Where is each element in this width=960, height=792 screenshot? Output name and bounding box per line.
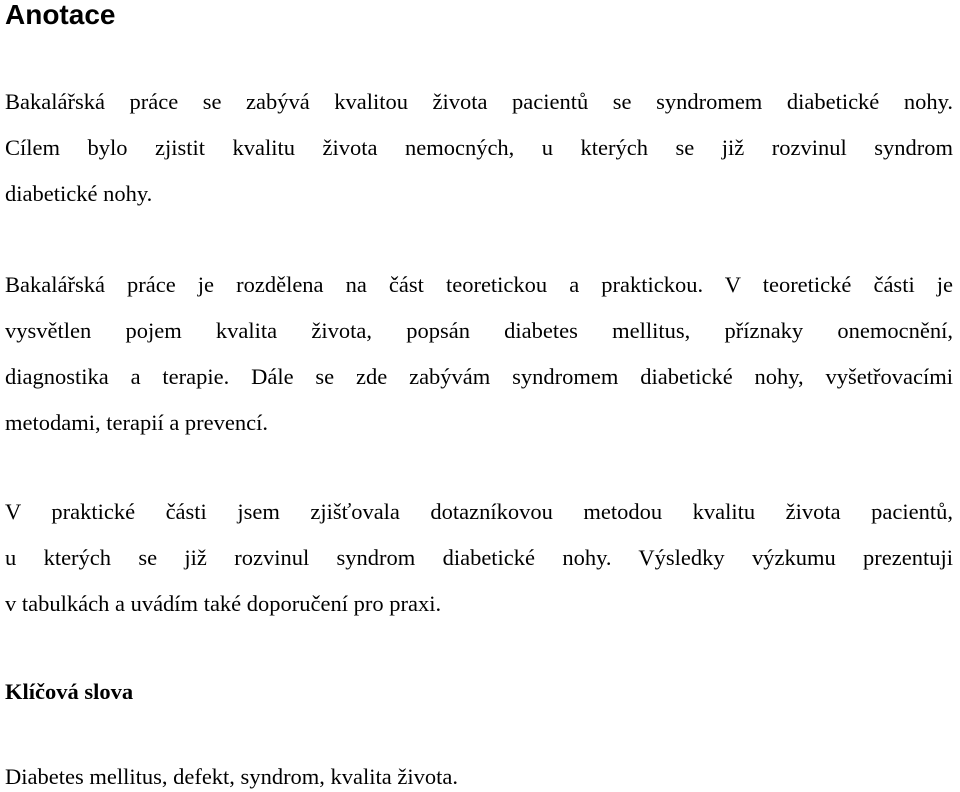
- paragraph-line: metodami, terapií a prevencí.: [5, 410, 269, 435]
- paragraph-line: v tabulkách a uvádím také doporučení pro praxi.: [5, 591, 442, 616]
- paragraph-practical: [5, 489, 953, 627]
- keywords-heading: Klíčová slova: [5, 679, 134, 704]
- paragraph-line: Bakalářská práce se zabývá kvalitou života pacientů se syndromem diabetické nohy.: [5, 89, 953, 114]
- page-title: Anotace: [5, 0, 116, 30]
- paragraph-intro: [5, 79, 953, 217]
- paragraph-line: diabetické nohy.: [5, 181, 153, 206]
- paragraph-line: Cílem bylo zjistit kvalitu života nemocných, u kterých se již rozvinul syndrom: [5, 135, 953, 160]
- paragraph-line: Bakalářská práce je rozdělena na část teoretickou a praktickou. V teoretické části je: [5, 272, 953, 297]
- paragraph-line: diagnostika a terapie. Dále se zde zabývám syndromem diabetické nohy, vyšetřovacími: [5, 364, 953, 389]
- paragraph-structure: [5, 262, 953, 446]
- paragraph-line: u kterých se již rozvinul syndrom diabetické nohy. Výsledky výzkumu prezentuji: [5, 545, 953, 570]
- paragraph-line: V praktické části jsem zjišťovala dotazníkovou metodou kvalitu života pacientů,: [5, 499, 953, 524]
- paragraph-line: vysvětlen pojem kvalita života, popsán diabetes mellitus, příznaky onemocnění,: [5, 318, 953, 343]
- keywords-text: Diabetes mellitus, defekt, syndrom, kvalita života.: [5, 764, 459, 789]
